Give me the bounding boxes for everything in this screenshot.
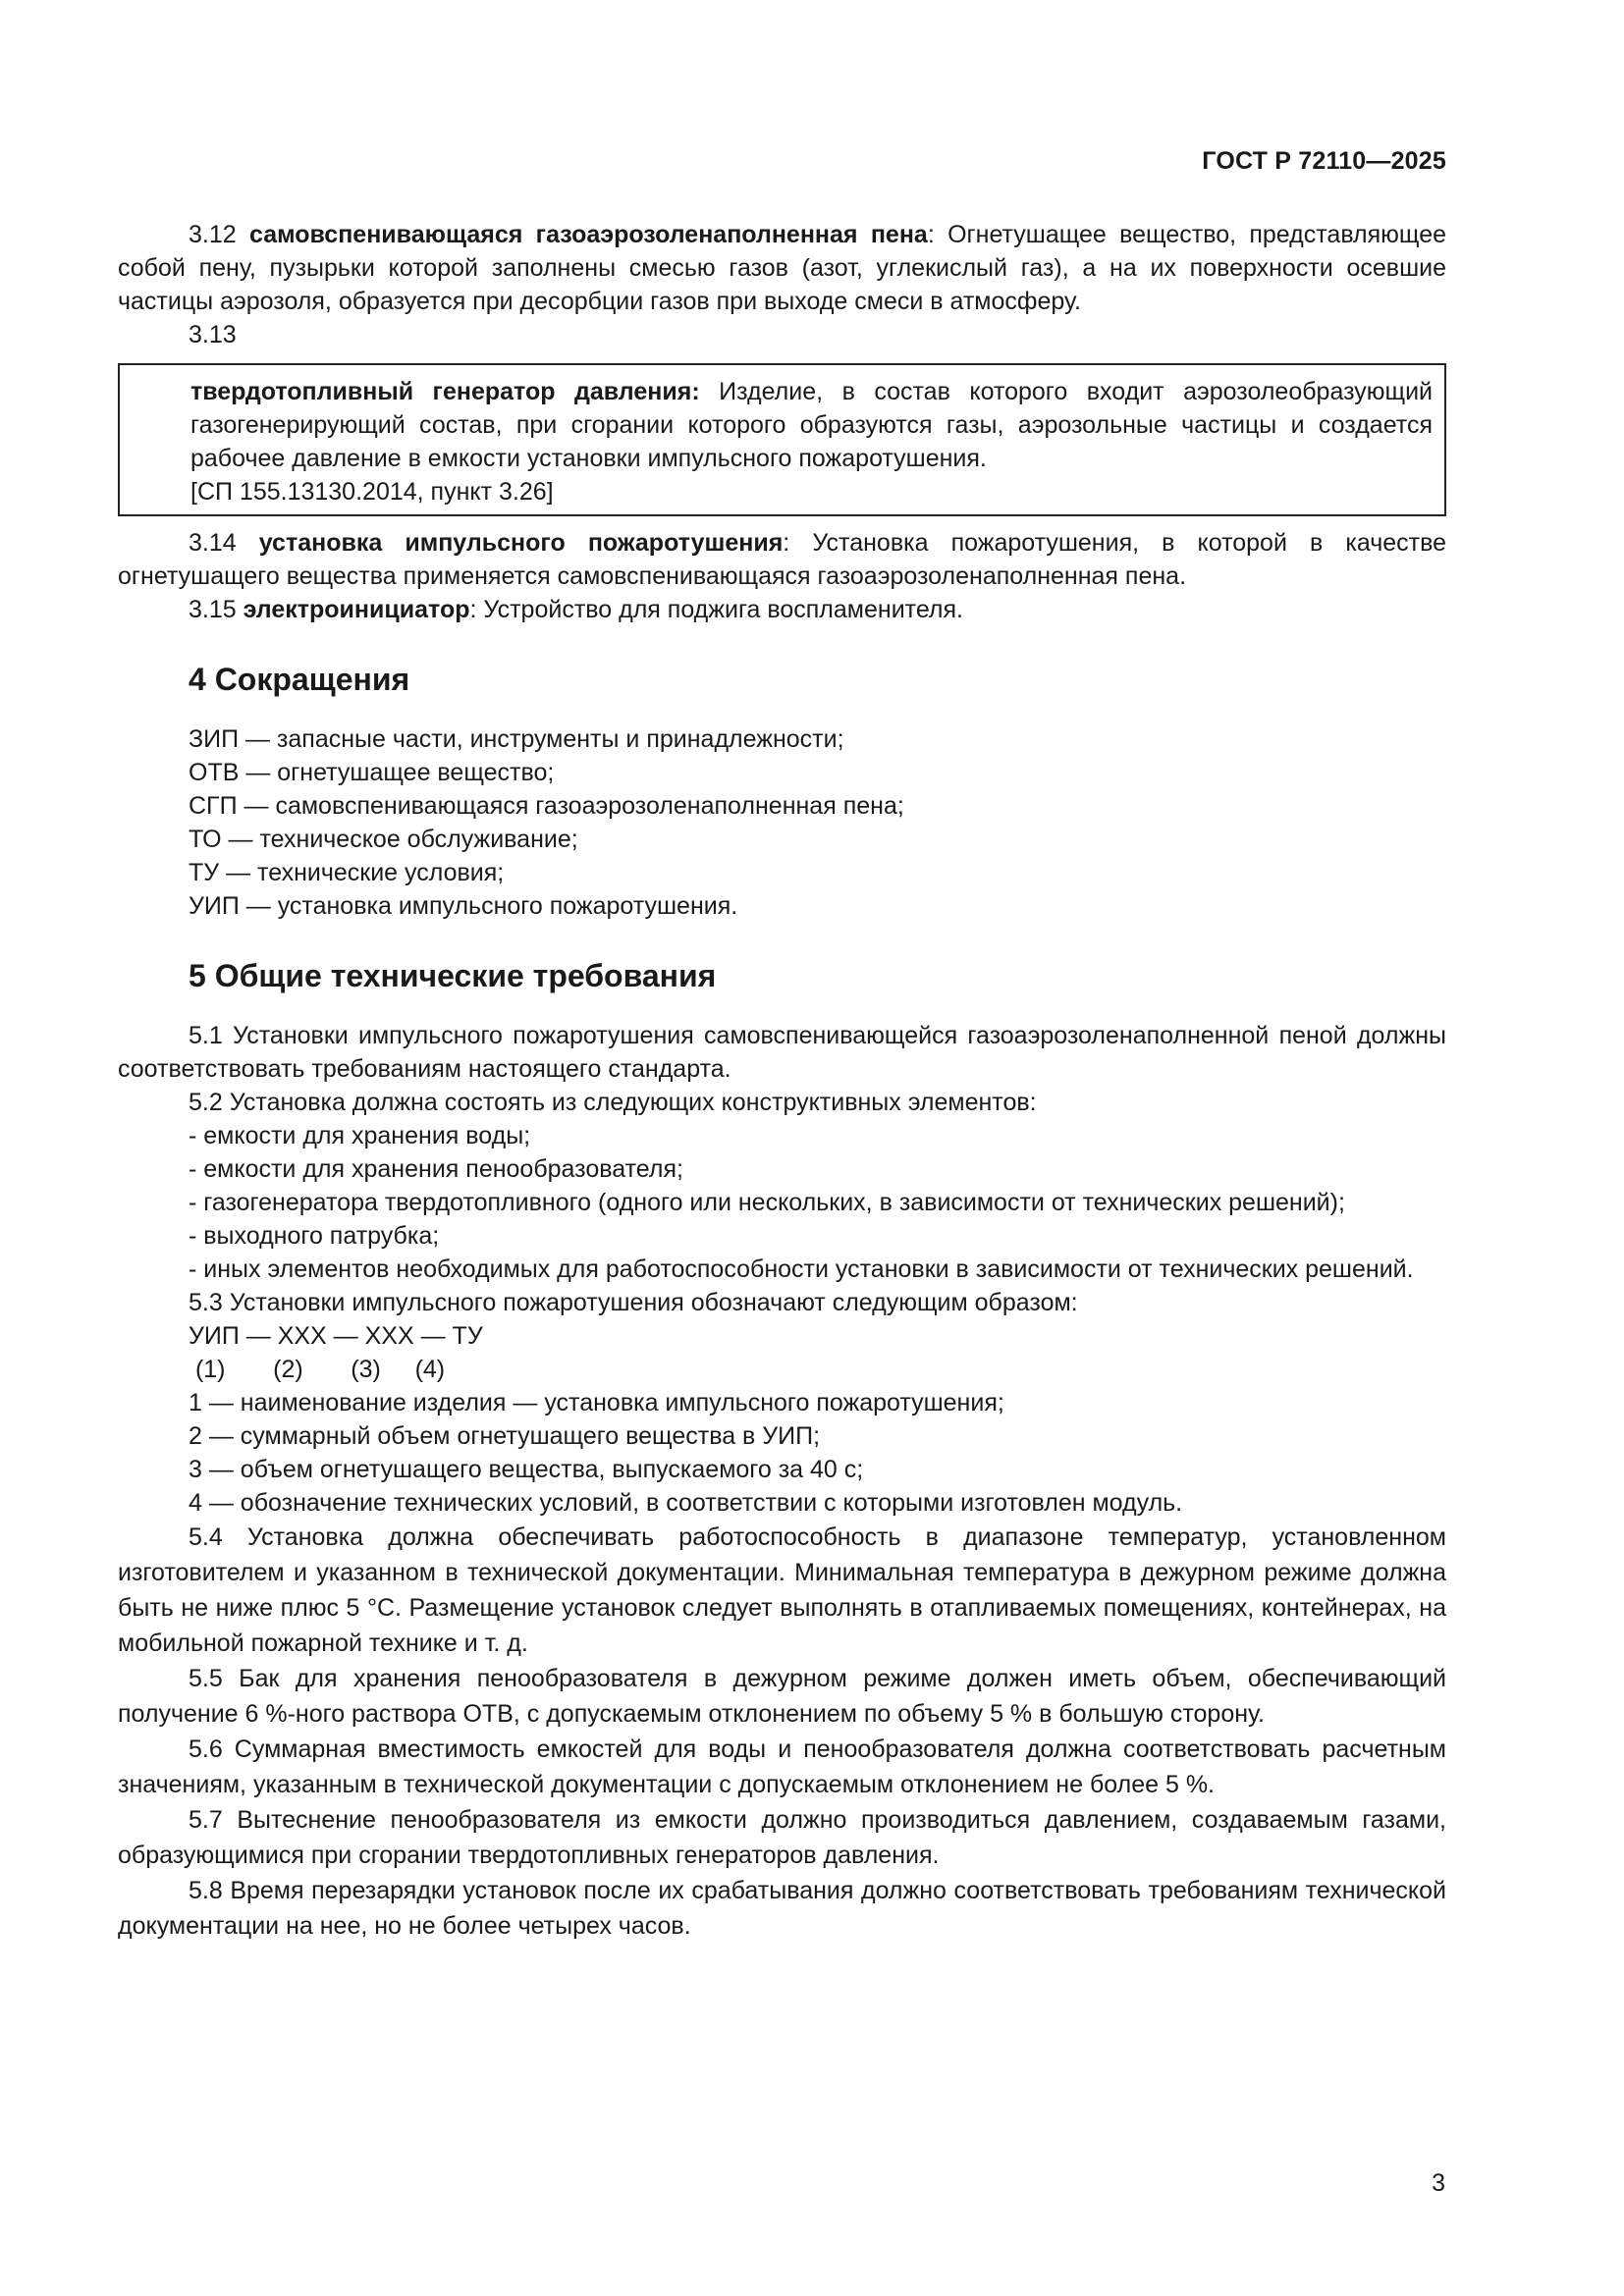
- page-content: [118, 218, 1446, 1944]
- element-item: - выходного патрубка;: [189, 1222, 440, 1250]
- abbreviation-item: ТУ — технические условия;: [189, 859, 505, 886]
- term-title: твердотопливный генератор давления:: [190, 378, 700, 405]
- clause-5-4: 5.4 Установка должна обеспечивать работоспособность в диапазоне температур, установленном изготовителем и указанном в технической документации. Минимальная температура в дежурном режиме должна быть не ниже плюс 5 °С. Размещение установок следует выполнять в отапливаемых помещениях, контейнерах, на мобильной пожарной технике и т. д.: [118, 1523, 1446, 1657]
- term-number: 3.12: [189, 221, 237, 248]
- term-title: электроинициатор: [243, 596, 470, 623]
- clause-5-6: 5.6 Суммарная вместимость емкостей для воды и пенообразователя должна соответствовать расчетным значениям, указанным в технической документации с допускаемым отклонением не более 5 %.: [118, 1735, 1446, 1798]
- term-3-14: [118, 526, 1446, 593]
- term-3-15: [118, 593, 1446, 626]
- term-number: 3.15: [189, 596, 237, 623]
- term-source: [СП 155.13130.2014, пункт 3.26]: [190, 478, 554, 506]
- clause-5-1: 5.1 Установки импульсного пожаротушения самовспенивающейся газоаэрозоленаполненной пеной должны соответствовать требованиям настоящего стандарта.: [118, 1022, 1446, 1083]
- term-3-13-box: [118, 363, 1446, 516]
- term-definition: : Устройство для поджига воспламенителя.: [469, 596, 963, 623]
- clause-5-3: 5.3 Установки импульсного пожаротушения обозначают следующим образом:: [189, 1289, 1078, 1316]
- term-title: самовспенивающаяся газоаэрозоленаполненная пена: [249, 221, 928, 248]
- page-number: 3: [1432, 2169, 1445, 2197]
- designation-formula: УИП — ХХХ — ХХХ — ТУ: [189, 1322, 483, 1350]
- clause-5-7: 5.7 Вытеснение пенообразователя из емкости должно производиться давлением, создаваемым газами, образующимися при сгорании твердотопливных генераторов давления.: [118, 1806, 1446, 1869]
- standard-code: ГОСТ Р 72110—2025: [1202, 147, 1446, 175]
- abbreviation-item: ТО — техническое обслуживание;: [189, 826, 578, 853]
- element-item: - емкости для хранения воды;: [189, 1122, 531, 1149]
- section-5-heading: 5 Общие технические требования: [189, 958, 717, 993]
- term-definition: : Установка пожаротушения, в которой в качестве огнетушащего вещества применяется самовспенивающаяся газоаэрозоленаполненная пена.: [118, 529, 1446, 590]
- abbreviation-item: УИП — установка импульсного пожаротушения.: [189, 892, 738, 920]
- element-item: - емкости для хранения пенообразователя;: [189, 1155, 683, 1183]
- designation-item: 4 — обозначение технических условий, в соответствии с которыми изготовлен модуль.: [189, 1489, 1183, 1517]
- designation-item: 2 — суммарный объем огнетушащего вещества в УИП;: [189, 1422, 821, 1450]
- term-definition: Изделие, в состав которого входит аэрозолеобразующий газогенерирующий состав, при сгорании которого образуются газы, аэрозольные частицы и создается рабочее давление в емкости установки импульсного пожаротушения.: [190, 378, 1433, 472]
- clause-5-8: 5.8 Время перезарядки установок после их срабатывания должно соответствовать требованиям технической документации на нее, но не более четырех часов.: [118, 1877, 1446, 1940]
- abbreviation-item: ОТВ — огнетушащее вещество;: [189, 759, 555, 786]
- element-item: - газогенератора твердотопливного (одного или нескольких, в зависимости от технических решений);: [189, 1189, 1345, 1216]
- term-3-12: [118, 218, 1446, 318]
- designation-markers: (1) (2) (3) (4): [189, 1356, 446, 1383]
- clause-5-5: 5.5 Бак для хранения пенообразователя в дежурном режиме должен иметь объем, обеспечивающий получение 6 %-ного раствора ОТВ, с допускаемым отклонением по объему 5 % в большую сторону.: [118, 1665, 1446, 1728]
- designation-item: 3 — объем огнетушащего вещества, выпускаемого за 40 с;: [189, 1456, 864, 1483]
- abbreviation-item: ЗИП — запасные части, инструменты и принадлежности;: [189, 725, 844, 753]
- designation-item: 1 — наименование изделия — установка импульсного пожаротушения;: [189, 1389, 1004, 1416]
- term-definition: : Огнетушащее вещество, представляющее собой пену, пузырьки которой заполнены смесью газов (азот, углекислый газ), а на их поверхности осевшие частицы аэрозоля, образуется при десорбции газов при выходе смеси в атмосферу.: [118, 221, 1446, 315]
- term-number: 3.14: [189, 529, 237, 557]
- term-title: установка импульсного пожаротушения: [258, 529, 784, 557]
- clause-5-2: 5.2 Установка должна состоять из следующих конструктивных элементов:: [189, 1089, 1037, 1116]
- term-3-13: [190, 375, 1433, 475]
- abbreviation-item: СГП — самовспенивающаяся газоаэрозоленаполненная пена;: [189, 792, 904, 820]
- section-4-heading: 4 Сокращения: [189, 662, 410, 697]
- term-3-13-number: 3.13: [189, 321, 237, 348]
- element-item: - иных элементов необходимых для работоспособности установки в зависимости от технических решений.: [189, 1255, 1414, 1283]
